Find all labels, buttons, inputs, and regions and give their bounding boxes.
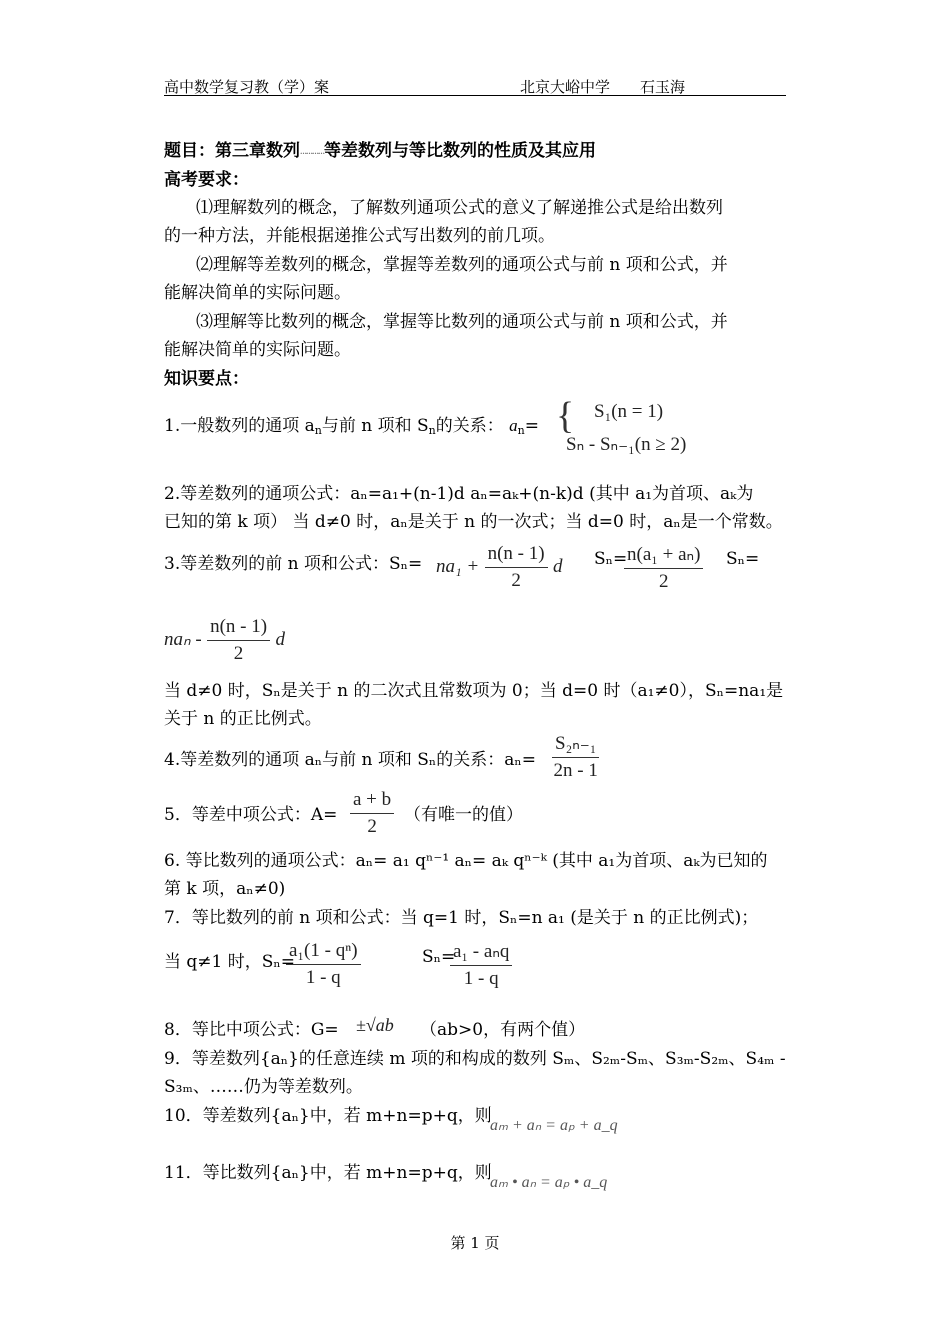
p4-den: 2n - 1 [553, 760, 598, 781]
point2-line2: 已知的第 k 项） 当 d≠0 时，aₙ是关于 n 的一次式；当 d=0 时，aₙ是一个常数。 [164, 512, 783, 532]
point3-formula2 [624, 543, 703, 593]
knowledge-heading: 知识要点： [164, 369, 249, 389]
p7-f2-num: a₁ - aₙq [450, 940, 512, 966]
point1-sub2: n [428, 424, 436, 437]
p3-f1-post: d [552, 556, 563, 577]
point1-brace: { [556, 395, 575, 437]
point11-label: 11．等比数列{aₙ}中，若 m+n=p+q，则 [164, 1163, 492, 1183]
point1-case1: S₁(n = 1) [594, 401, 664, 422]
p3-f2-den: 2 [658, 571, 669, 592]
point10-formula: aₘ + aₙ = aₚ + a_q [490, 1117, 618, 1134]
point8-formula: ±√ab [356, 1015, 394, 1035]
header-rule [164, 95, 786, 96]
p7-f2-frac [450, 940, 512, 990]
title-prefix: 题目：第三章数列 [164, 141, 300, 161]
title-dots: ………… [300, 147, 324, 156]
point3-formula1 [436, 543, 562, 592]
point7-label: 当 q≠1 时，Sₙ= [164, 952, 295, 972]
point3-formula3 [164, 616, 285, 665]
point3-note-line1: 当 d≠0 时，Sₙ是关于 n 的二次式且常数项为 0；当 d=0 时（a₁≠0），Sₙ=na₁是 [164, 681, 784, 701]
p3-f3-den: 2 [233, 643, 244, 664]
header-title: 高中数学复习教（学）案 [164, 78, 330, 96]
point1-case2: Sₙ - Sₙ₋₁(n ≥ 2) [566, 434, 687, 455]
p7-f1-num: a₁(1 - qⁿ) [286, 940, 361, 965]
point3-label3: Sₙ= [726, 549, 760, 569]
p3-f3-num: n(n - 1) [207, 616, 270, 641]
point5-formula [350, 789, 394, 838]
point3-label2: Sₙ= [594, 549, 628, 569]
point8-label: 8．等比中项公式：G= [164, 1020, 339, 1040]
point9-line2: S₃ₘ、……仍为等差数列。 [164, 1077, 363, 1097]
point1-lhs-sub: n [517, 424, 525, 437]
p7-f1-frac [286, 940, 361, 989]
point1-mid: 与前 n 项和 S [321, 416, 429, 436]
header-school: 北京大峪中学 [520, 78, 611, 96]
p5-den: 2 [367, 816, 377, 837]
point7-formula2 [450, 940, 512, 990]
point1-sub: n [314, 424, 322, 437]
point8-note: （ab>0，有两个值） [420, 1020, 586, 1040]
point2-line1: 2.等差数列的通项公式：aₙ=a₁+(n-1)d aₙ=aₖ+(n-k)d (其中 a₁为首项、aₖ为 [164, 484, 754, 504]
point10-label: 10．等差数列{aₙ}中，若 m+n=p+q，则 [164, 1106, 492, 1126]
p3-f1-pre: na₁ + [436, 556, 480, 577]
point7-label2: Sₙ= [422, 947, 456, 967]
p3-f3-post: d [275, 629, 285, 650]
page-number: 第 1 页 [450, 1234, 500, 1252]
point9-line1: 9．等差数列{aₙ}的任意连续 m 项的和构成的数列 Sₘ、S₂ₘ-Sₘ、S₃ₘ-S₂ₘ、S₄ₘ - [164, 1049, 786, 1069]
p3-f1-frac [485, 543, 548, 592]
point4-formula [552, 732, 599, 782]
point6-line2: 第 k 项，aₙ≠0) [164, 879, 286, 899]
requirements-heading: 高考要求： [164, 170, 249, 190]
point4-label: 4.等差数列的通项 aₙ与前 n 项和 Sₙ的关系：aₙ= [164, 750, 537, 770]
title-rest: 等差数列与等比数列的性质及其应用 [324, 141, 596, 161]
p3-f1-den: 2 [511, 570, 521, 591]
point1-label: 1.一般数列的通项 a [164, 416, 315, 436]
p3-f3-frac [207, 616, 270, 665]
p3-f2-frac [624, 543, 703, 593]
header-author: 石玉海 [640, 78, 686, 96]
point7-line1: 7．等比数列的前 n 项和公式：当 q=1 时，Sₙ=n a₁ (是关于 n 的正比例式)； [164, 908, 759, 928]
point5-label: 5．等差中项公式：A= [164, 805, 338, 825]
req-item2-line1: ⑵理解等差数列的概念，掌握等差数列的通项公式与前 n 项和公式，并 [196, 255, 728, 275]
doc-title [164, 136, 596, 161]
point3-note-line2: 关于 n 的正比例式。 [164, 709, 322, 729]
point1-text [164, 411, 539, 436]
p3-f3-pre: naₙ - [164, 629, 202, 650]
point11-formula: aₘ • aₙ = aₚ • a_q [490, 1174, 608, 1191]
p5-frac [350, 789, 394, 838]
p7-f2-den: 1 - q [463, 968, 499, 989]
req-item1-line1: ⑴理解数列的概念，了解数列通项公式的意义了解递推公式是给出数列 [196, 198, 723, 218]
point7-formula1 [286, 940, 361, 989]
req-item3-line2: 能解决简单的实际问题。 [164, 340, 351, 360]
p3-f1-num: n(n - 1) [485, 543, 548, 568]
req-item1-line2: 的一种方法，并能根据递推公式写出数列的前几项。 [164, 226, 555, 246]
point1-lhs: a [509, 416, 518, 435]
p3-f2-num: n(a₁ + aₙ) [624, 543, 703, 569]
p4-num: S₂ₙ₋₁ [552, 732, 599, 758]
p5-num: a + b [350, 789, 394, 814]
point1-eq: = [524, 416, 540, 436]
p7-f1-den: 1 - q [305, 967, 341, 988]
point3-label: 3.等差数列的前 n 项和公式：Sₙ= [164, 554, 423, 574]
point6-line1: 6. 等比数列的通项公式：aₙ= a₁ qⁿ⁻¹ aₙ= aₖ qⁿ⁻ᵏ (其中 a₁为首项、aₖ为已知的 [164, 851, 768, 871]
req-item2-line2: 能解决简单的实际问题。 [164, 283, 351, 303]
point5-note: （有唯一的值） [404, 805, 523, 825]
req-item3-line1: ⑶理解等比数列的概念，掌握等比数列的通项公式与前 n 项和公式，并 [196, 312, 728, 332]
point1-end: 的关系： [435, 416, 504, 436]
p4-frac [552, 732, 599, 782]
